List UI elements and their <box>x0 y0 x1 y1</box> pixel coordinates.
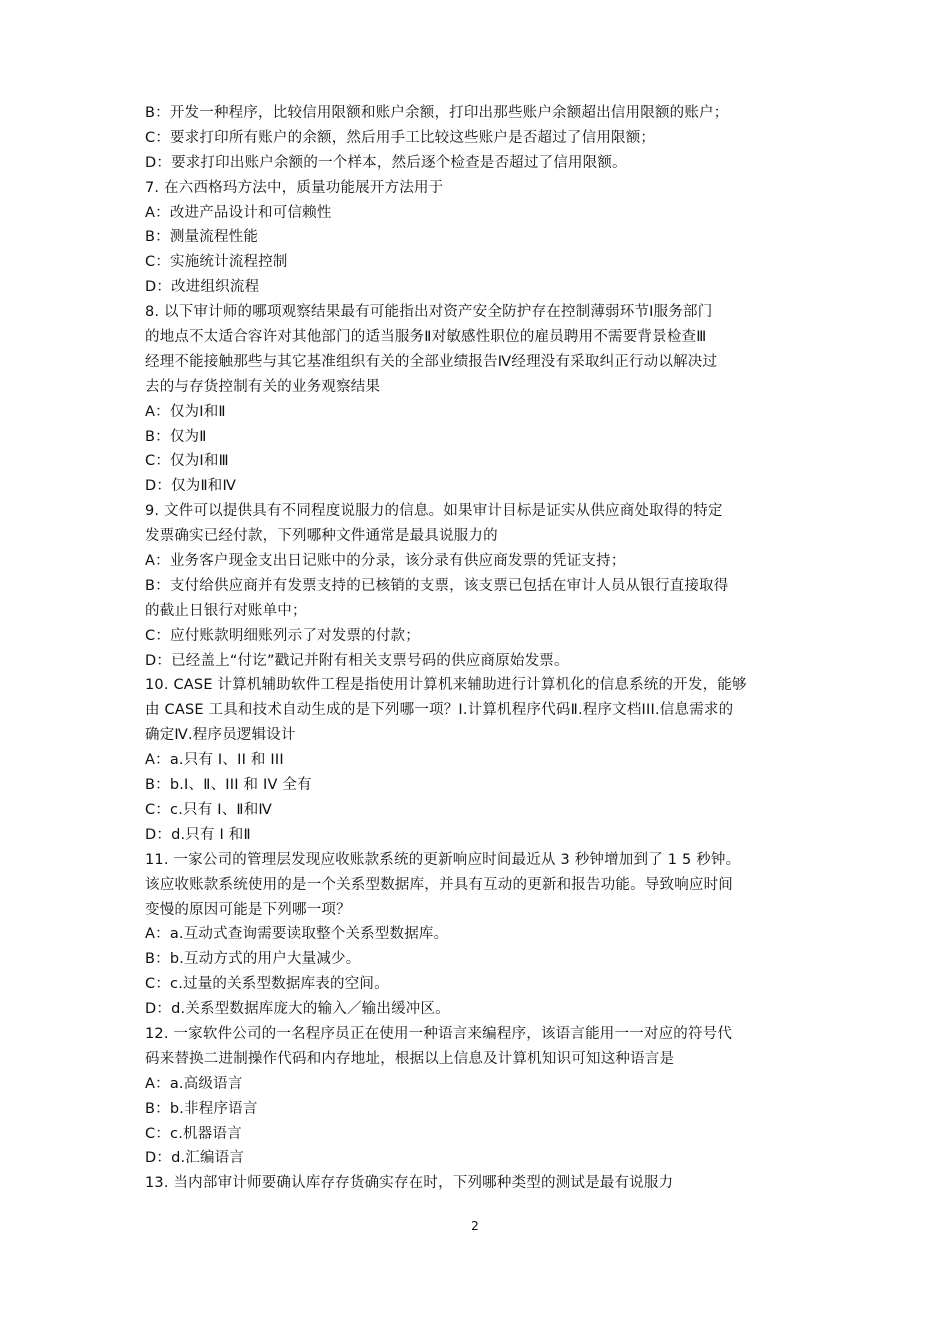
text-line: D：d.只有 I 和Ⅱ <box>145 826 251 843</box>
text-line: B：b.I、Ⅱ、III 和 IV 全有 <box>145 777 312 794</box>
text-line: 去的与存货控制有关的业务观察结果 <box>145 378 381 395</box>
text-line: 12. 一家软件公司的一名程序员正在使用一种语言来编程序，该语言能用一一对应的符号代 <box>145 1025 733 1042</box>
text-line: A：a.互动式查询需要读取整个关系型数据库。 <box>145 926 449 943</box>
text-line: C：实施统计流程控制 <box>145 254 288 271</box>
text-line: A：a.只有 I、II 和 III <box>145 752 284 769</box>
text-line: 确定Ⅳ.程序员逻辑设计 <box>145 727 296 744</box>
text-line: 该应收账款系统使用的是一个关系型数据库，并具有互动的更新和报告功能。导致响应时间 <box>145 876 733 893</box>
text-line: C：应付账款明细账列示了对发票的付款； <box>145 627 420 644</box>
text-line: 变慢的原因可能是下列哪一项？ <box>145 901 351 918</box>
text-line: C：要求打印所有账户的余额，然后用手工比较这些账户是否超过了信用限额； <box>145 129 656 146</box>
text-line: C：c.机器语言 <box>145 1125 242 1142</box>
text-line: A：a.高级语言 <box>145 1075 243 1092</box>
text-line: D：已经盖上“付讫”戳记并附有相关支票号码的供应商原始发票。 <box>145 652 569 669</box>
text-line: 发票确实已经付款，下列哪种文件通常是最具说服力的 <box>145 528 498 545</box>
text-line: A：改进产品设计和可信赖性 <box>145 204 332 221</box>
text-line: A：业务客户现金支出日记账中的分录，该分录有供应商发票的凭证支持； <box>145 553 626 570</box>
text-line: 9. 文件可以提供具有不同程度说服力的信息。如果审计目标是证实从供应商处取得的特定 <box>145 503 723 520</box>
text-line: D：要求打印出账户余额的一个样本，然后逐个检查是否超过了信用限额。 <box>145 154 627 171</box>
text-line: 13. 当内部审计师要确认库存存货确实存在时，下列哪种类型的测试是最有说服力 <box>145 1175 674 1192</box>
text-line: B：支付给供应商并有发票支持的已核销的支票，该支票已包括在审计人员从银行直接取得 <box>145 577 729 594</box>
text-line: C：c.只有 I、Ⅱ和Ⅳ <box>145 801 273 818</box>
document-body <box>145 101 815 1196</box>
text-line: D：改进组织流程 <box>145 279 260 296</box>
text-line: 码来替换二进制操作代码和内存地址，根据以上信息及计算机知识可知这种语言是 <box>145 1050 675 1067</box>
page-number: 2 <box>471 1219 479 1233</box>
text-line: B：b.互动方式的用户大量减少。 <box>145 951 361 968</box>
text-line: 由 CASE 工具和技术自动生成的是下列哪一项？I.计算机程序代码Ⅱ.程序文档III.信息需求的 <box>145 702 734 719</box>
text-line: 10. CASE 计算机辅助软件工程是指使用计算机来辅助进行计算机化的信息系统的开发，能够 <box>145 677 747 694</box>
text-line: D：d.关系型数据库庞大的输入／输出缓冲区。 <box>145 1001 450 1018</box>
text-line: D：仅为Ⅱ和Ⅳ <box>145 478 237 495</box>
text-line: 的地点不太适合容许对其他部门的适当服务Ⅱ对敏感性职位的雇员聘用不需要背景检查Ⅲ <box>145 329 707 346</box>
text-line: B：测量流程性能 <box>145 229 259 246</box>
text-line: 7. 在六西格玛方法中，质量功能展开方法用于 <box>145 179 444 196</box>
text-line: 的截止日银行对账单中； <box>145 602 307 619</box>
text-line: B：仅为Ⅱ <box>145 428 207 445</box>
text-line: 经理不能接触那些与其它基准组织有关的全部业绩报告Ⅳ经理没有采取纠正行动以解决过 <box>145 353 718 370</box>
text-line: 8. 以下审计师的哪项观察结果最有可能指出对资产安全防护存在控制薄弱环节Ⅰ服务部门 <box>145 304 713 321</box>
text-line: 11. 一家公司的管理层发现应收账款系统的更新响应时间最近从 3 秒钟增加到了 1 5 秒钟。 <box>145 851 741 868</box>
text-line: D：d.汇编语言 <box>145 1150 245 1167</box>
text-line: B：b.非程序语言 <box>145 1100 258 1117</box>
text-line: B：开发一种程序，比较信用限额和账户余额，打印出那些账户余额超出信用限额的账户； <box>145 105 729 121</box>
text-line: C：c.过量的关系型数据库表的空间。 <box>145 976 389 993</box>
text-line: C：仅为Ⅰ和Ⅲ <box>145 453 229 470</box>
text-line: A：仅为Ⅰ和Ⅱ <box>145 403 226 420</box>
